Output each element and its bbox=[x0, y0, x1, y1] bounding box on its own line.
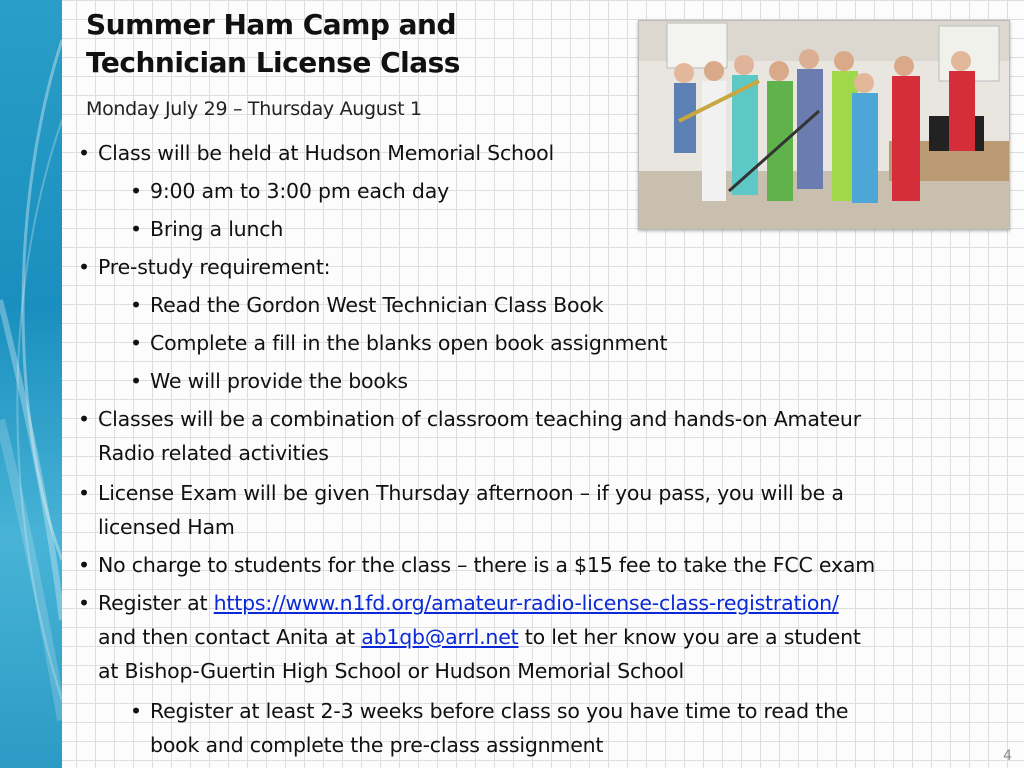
bullet-text: Register at bbox=[98, 591, 214, 615]
slide-title bbox=[86, 6, 606, 82]
sub-bullet-item: • 9:00 am to 3:00 pm each day bbox=[130, 179, 450, 203]
bullet-item: • Register at https://www.n1fd.org/amateur-radio-license-class-registration/ bbox=[78, 591, 839, 615]
sub-bullet-item: • Register at least 2-3 weeks before class so you have time to read the bbox=[130, 699, 849, 723]
bullet-text: to let her know you are a student bbox=[518, 625, 861, 649]
bullet-item: • Class will be held at Hudson Memorial School bbox=[78, 141, 555, 165]
bullet-text: Pre-study requirement: bbox=[98, 255, 331, 279]
email-link[interactable]: ab1qb@arrl.net bbox=[361, 625, 519, 649]
bullet-continuation: book and complete the pre-class assignment bbox=[150, 733, 604, 757]
bullet-item: • Classes will be a combination of classroom teaching and hands-on Amateur bbox=[78, 407, 861, 431]
bullet-continuation bbox=[98, 620, 861, 654]
bullet-text: 9:00 am to 3:00 pm each day bbox=[150, 179, 450, 203]
sub-bullet-item: • Read the Gordon West Technician Class Book bbox=[130, 293, 604, 317]
page-number: 4 bbox=[1003, 748, 1012, 764]
bullet-text: Classes will be a combination of classroom teaching and hands-on Amateur bbox=[98, 407, 861, 431]
bullet-continuation: at Bishop-Guertin High School or Hudson Memorial School bbox=[98, 659, 685, 683]
title-line-1: Summer Ham Camp and bbox=[86, 8, 457, 41]
bullet-text: Class will be held at Hudson Memorial School bbox=[98, 141, 555, 165]
bullet-item: • No charge to students for the class – there is a $15 fee to take the FCC exam bbox=[78, 553, 876, 577]
bullet-text: License Exam will be given Thursday afternoon – if you pass, you will be a bbox=[98, 481, 844, 505]
bullet-text: Bring a lunch bbox=[150, 217, 284, 241]
group-photo-image bbox=[638, 20, 1010, 230]
registration-link[interactable]: https://www.n1fd.org/amateur-radio-license-class-registration/ bbox=[213, 591, 839, 615]
slide-subtitle: Monday July 29 – Thursday August 1 bbox=[86, 98, 422, 120]
sub-bullet-item: • We will provide the books bbox=[130, 369, 408, 393]
bullet-text: We will provide the books bbox=[150, 369, 408, 393]
sub-bullet-item: • Complete a fill in the blanks open book assignment bbox=[130, 331, 668, 355]
bullet-continuation: Radio related activities bbox=[98, 441, 329, 465]
bullet-text: Register at least 2-3 weeks before class so you have time to read the bbox=[150, 699, 849, 723]
sub-bullet-item: • Bring a lunch bbox=[130, 217, 284, 241]
bullet-text: No charge to students for the class – there is a $15 fee to take the FCC exam bbox=[98, 553, 876, 577]
title-line-2: Technician License Class bbox=[86, 46, 460, 79]
bullet-text: Complete a fill in the blanks open book assignment bbox=[150, 331, 668, 355]
bullet-item: • License Exam will be given Thursday afternoon – if you pass, you will be a bbox=[78, 481, 844, 505]
bullet-text: Read the Gordon West Technician Class Book bbox=[150, 293, 604, 317]
photo-illustration bbox=[639, 21, 1009, 229]
bullet-item: • Pre-study requirement: bbox=[78, 255, 331, 279]
swoosh-decoration bbox=[0, 0, 62, 768]
bullet-continuation: licensed Ham bbox=[98, 515, 235, 539]
decorative-side-band bbox=[0, 0, 62, 768]
bullet-text: and then contact Anita at bbox=[98, 625, 362, 649]
